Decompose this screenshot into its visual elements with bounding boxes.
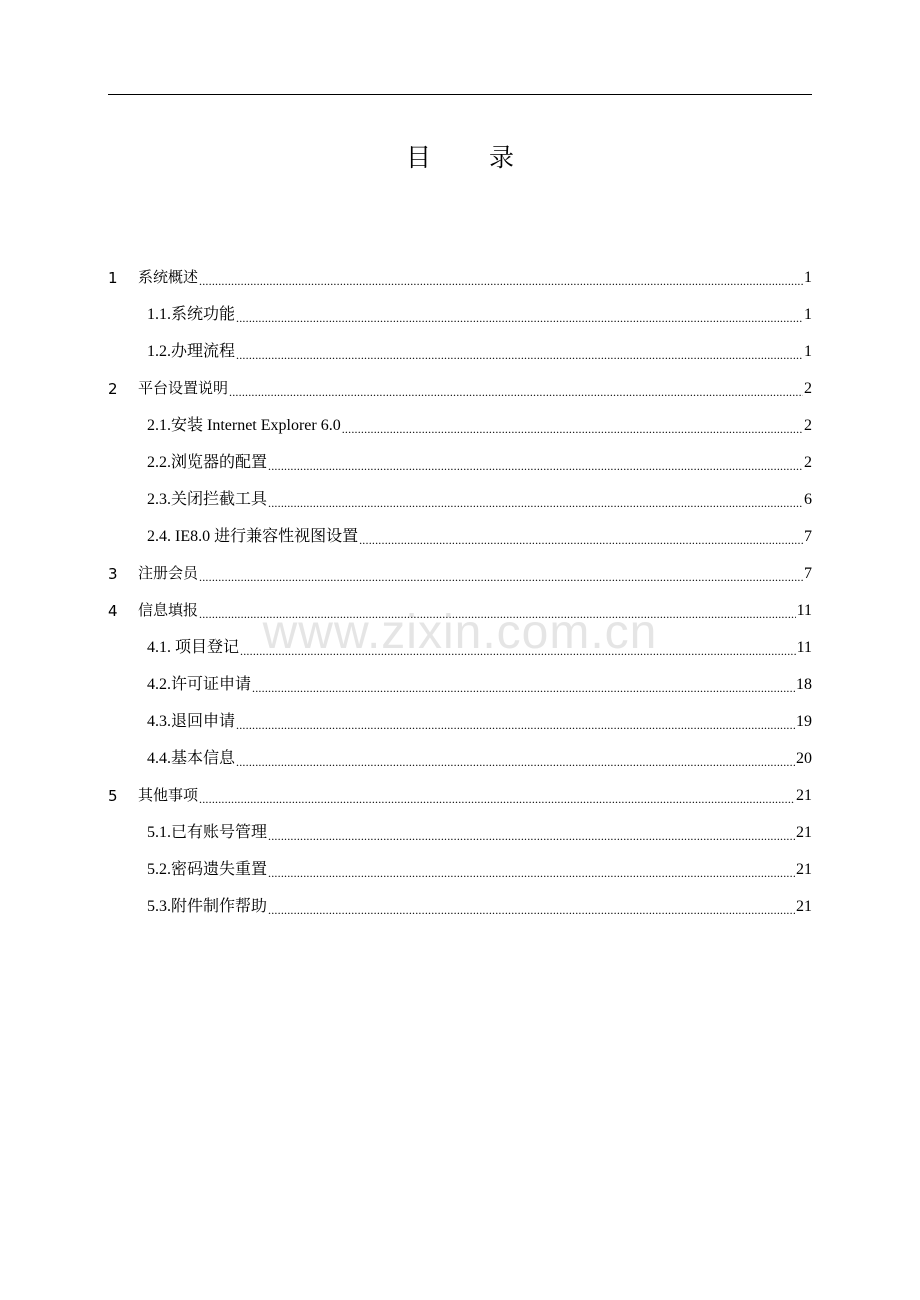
toc-dot-leader	[199, 271, 803, 287]
toc-entry-page-number: 21	[796, 898, 812, 915]
toc-entry-chapter[interactable]	[108, 361, 812, 398]
toc-entry-page-number: 7	[804, 565, 812, 582]
watermark: www.zixin.com.cn	[262, 606, 658, 659]
toc-entry-section[interactable]	[108, 324, 812, 361]
toc-entry-title: 平台设置说明	[138, 379, 229, 397]
toc-entry-section[interactable]	[108, 509, 812, 546]
table-of-contents	[108, 250, 812, 916]
toc-entry-page-number: 11	[796, 639, 812, 656]
toc-entry-page-number: 1	[804, 343, 812, 360]
toc-entry-title: 4.1. 项目登记	[147, 639, 240, 656]
toc-dot-leader	[236, 715, 795, 731]
toc-entry-number: 4	[108, 602, 118, 620]
toc-dot-leader	[236, 752, 795, 768]
toc-entry-section[interactable]	[108, 287, 812, 324]
toc-entry-number: 1	[108, 269, 118, 287]
toc-entry-section[interactable]	[108, 731, 812, 768]
toc-entry-title: 4.2.许可证申请	[147, 676, 252, 693]
header-rule	[108, 94, 812, 95]
toc-entry-page-number: 2	[804, 454, 812, 471]
toc-entry-page-number: 19	[796, 713, 812, 730]
toc-entry-chapter[interactable]	[108, 250, 812, 287]
toc-dot-leader	[236, 308, 803, 324]
toc-title-char-2: 录	[489, 143, 515, 172]
toc-entry-page-number: 18	[796, 676, 812, 693]
toc-entry-page-number: 11	[796, 602, 812, 619]
toc-entry-title: 5.3.附件制作帮助	[147, 898, 268, 915]
toc-entry-title: 5.2.密码遗失重置	[147, 861, 268, 878]
toc-entry-page-number: 21	[796, 861, 812, 878]
toc-dot-leader	[268, 863, 795, 879]
toc-entry-page-number: 2	[804, 417, 812, 434]
toc-entry-title: 1.2.办理流程	[147, 343, 236, 360]
toc-dot-leader	[199, 567, 803, 583]
toc-entry-section[interactable]	[108, 657, 812, 694]
toc-entry-title: 4.3.退回申请	[147, 713, 236, 730]
toc-entry-title: 系统概述	[138, 268, 199, 286]
toc-entry-number: 5	[108, 787, 118, 805]
toc-entry-title: 注册会员	[138, 564, 199, 582]
toc-entry-section[interactable]	[108, 398, 812, 435]
toc-entry-title: 1.1.系统功能	[147, 306, 236, 323]
toc-entry-page-number: 1	[804, 269, 812, 286]
toc-dot-leader	[342, 419, 803, 435]
toc-entry-page-number: 20	[796, 750, 812, 767]
toc-dot-leader	[268, 493, 803, 509]
toc-entry-section[interactable]	[108, 842, 812, 879]
toc-entry-section[interactable]	[108, 472, 812, 509]
toc-dot-leader	[199, 789, 795, 805]
toc-title-char-1: 目	[405, 143, 431, 172]
toc-entry-number: 3	[108, 565, 118, 583]
toc-dot-leader	[268, 826, 795, 842]
toc-dot-leader	[268, 456, 803, 472]
toc-dot-leader	[268, 900, 795, 916]
toc-dot-leader	[199, 604, 796, 620]
toc-entry-section[interactable]	[108, 620, 812, 657]
toc-entry-title: 2.2.浏览器的配置	[147, 454, 268, 471]
toc-dot-leader	[229, 382, 803, 398]
toc-entry-page-number: 21	[796, 824, 812, 841]
toc-entry-section[interactable]	[108, 694, 812, 731]
toc-entry-chapter[interactable]	[108, 583, 812, 620]
toc-entry-page-number: 21	[796, 787, 812, 804]
toc-entry-chapter[interactable]	[108, 546, 812, 583]
toc-entry-title: 2.1.安装 Internet Explorer 6.0	[147, 417, 341, 434]
toc-dot-leader	[236, 345, 803, 361]
toc-entry-page-number: 1	[804, 306, 812, 323]
toc-entry-page-number: 7	[804, 528, 812, 545]
toc-entry-title: 5.1.已有账号管理	[147, 824, 268, 841]
toc-entry-page-number: 2	[804, 380, 812, 397]
toc-entry-section[interactable]	[108, 879, 812, 916]
toc-entry-title: 信息填报	[138, 601, 199, 619]
toc-entry-title: 2.3.关闭拦截工具	[147, 491, 268, 508]
toc-entry-title: 其他事项	[138, 786, 199, 804]
toc-entry-title: 2.4. IE8.0 进行兼容性视图设置	[147, 528, 359, 545]
toc-entry-title: 4.4.基本信息	[147, 750, 236, 767]
toc-entry-chapter[interactable]	[108, 768, 812, 805]
toc-entry-section[interactable]	[108, 435, 812, 472]
toc-entry-page-number: 6	[804, 491, 812, 508]
toc-dot-leader	[240, 641, 796, 657]
toc-entry-number: 2	[108, 380, 118, 398]
toc-dot-leader	[252, 678, 795, 694]
toc-dot-leader	[359, 530, 803, 546]
toc-title	[0, 138, 920, 174]
toc-entry-section[interactable]	[108, 805, 812, 842]
